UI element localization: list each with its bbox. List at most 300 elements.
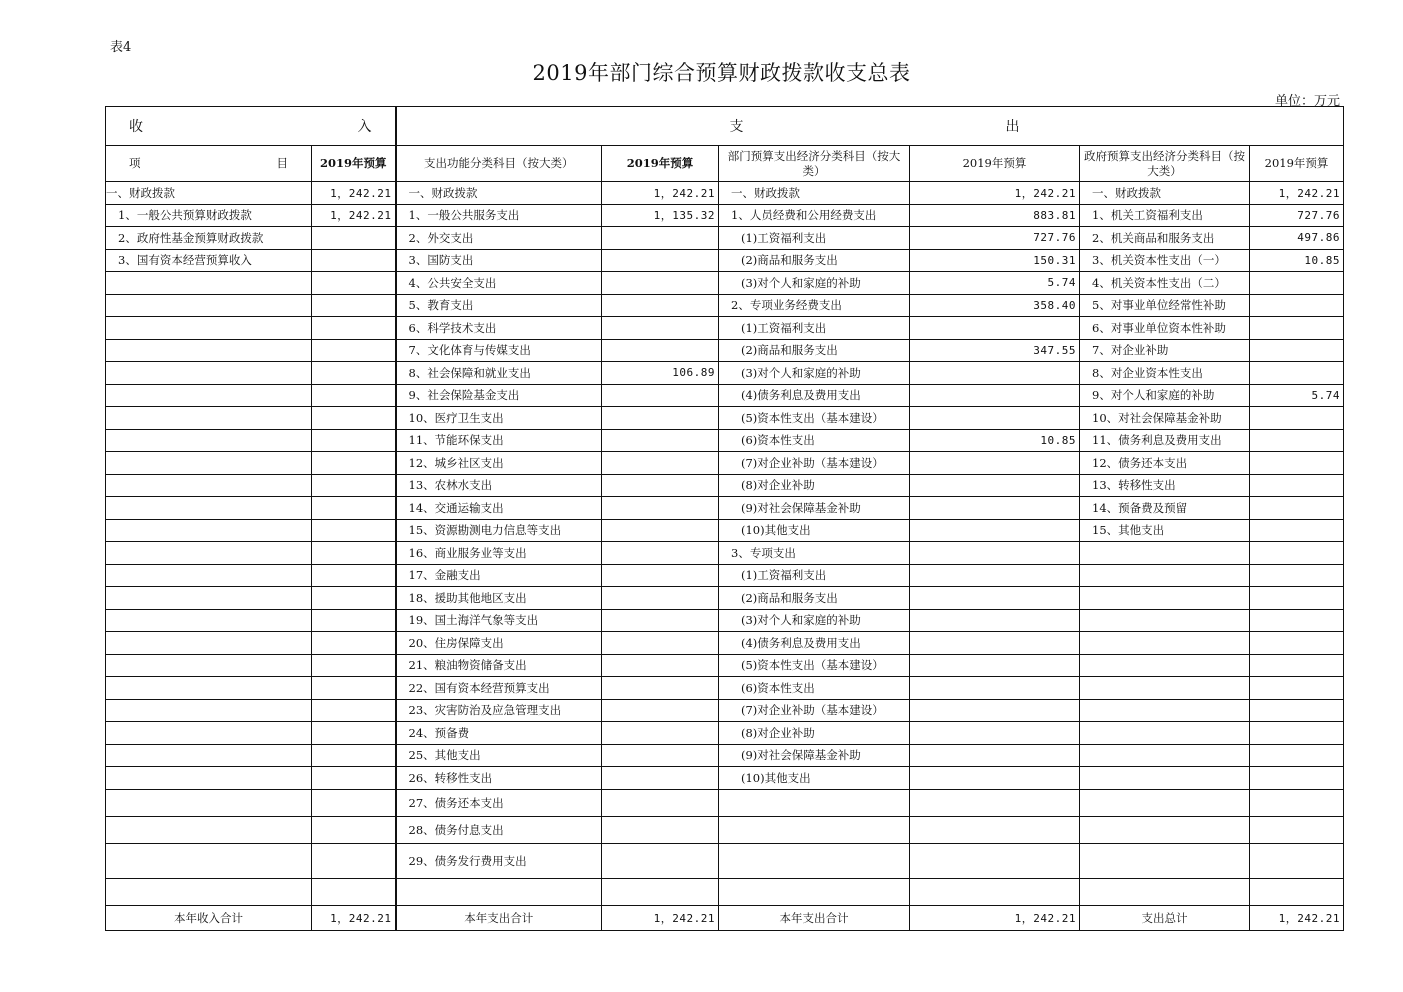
dept-econ-budget-cell bbox=[910, 744, 1080, 767]
func-item-cell: 6、科学技术支出 bbox=[396, 317, 602, 340]
func-item-cell: 13、农林水支出 bbox=[396, 474, 602, 497]
table-row bbox=[106, 789, 1344, 816]
expense-header-right: 出 bbox=[1005, 119, 1020, 135]
func-budget-cell bbox=[602, 339, 719, 362]
income-budget-cell bbox=[312, 564, 396, 587]
col-header-gov-budget: 2019年预算 bbox=[1250, 146, 1344, 182]
dept-econ-item-cell: (7)对企业补助（基本建设） bbox=[719, 452, 910, 475]
table-row bbox=[106, 699, 1344, 722]
func-item-cell: 19、国土海洋气象等支出 bbox=[396, 609, 602, 632]
income-item-cell bbox=[106, 609, 312, 632]
expense-header bbox=[396, 107, 1344, 146]
dept-econ-budget-cell bbox=[910, 609, 1080, 632]
gov-econ-budget-cell bbox=[1250, 767, 1344, 790]
income-item-cell bbox=[106, 744, 312, 767]
func-item-cell: 5、教育支出 bbox=[396, 294, 602, 317]
gov-econ-budget-cell: 5.74 bbox=[1250, 384, 1344, 407]
income-budget-cell bbox=[312, 249, 396, 272]
dept-econ-budget-cell: 150.31 bbox=[910, 249, 1080, 272]
func-item-cell: 28、债务付息支出 bbox=[396, 816, 602, 843]
gov-econ-item-cell bbox=[1080, 843, 1250, 878]
func-item-cell: 29、债务发行费用支出 bbox=[396, 843, 602, 878]
budget-summary-table bbox=[105, 106, 1344, 931]
func-budget-cell bbox=[602, 878, 719, 905]
table-row bbox=[106, 677, 1344, 700]
income-header-right: 入 bbox=[357, 119, 372, 135]
func-budget-cell bbox=[602, 227, 719, 250]
table-row bbox=[106, 474, 1344, 497]
gov-econ-budget-cell bbox=[1250, 294, 1344, 317]
header-row-main bbox=[106, 107, 1344, 146]
income-budget-cell bbox=[312, 632, 396, 655]
dept-econ-item-cell: (3)对个人和家庭的补助 bbox=[719, 609, 910, 632]
func-budget-cell bbox=[602, 587, 719, 610]
table-row bbox=[106, 182, 1344, 205]
dept-econ-item-cell: (1)工资福利支出 bbox=[719, 227, 910, 250]
income-item-cell bbox=[106, 452, 312, 475]
func-budget-cell bbox=[602, 407, 719, 430]
func-budget-cell bbox=[602, 789, 719, 816]
func-item-cell: 一、财政拨款 bbox=[396, 182, 602, 205]
table-row bbox=[106, 249, 1344, 272]
col-header-dept-econ: 部门预算支出经济分类科目（按大类） bbox=[719, 146, 910, 182]
income-budget-cell bbox=[312, 878, 396, 905]
table-row bbox=[106, 407, 1344, 430]
income-item-cell bbox=[106, 767, 312, 790]
unit-label: 单位：万元 bbox=[1274, 94, 1340, 109]
gov-econ-item-cell bbox=[1080, 789, 1250, 816]
gov-econ-budget-cell bbox=[1250, 474, 1344, 497]
func-item-cell: 11、节能环保支出 bbox=[396, 429, 602, 452]
dept-econ-budget-cell bbox=[910, 767, 1080, 790]
gov-econ-item-cell bbox=[1080, 542, 1250, 565]
func-budget-cell bbox=[602, 843, 719, 878]
gov-econ-budget-cell bbox=[1250, 339, 1344, 362]
gov-econ-budget-cell bbox=[1250, 362, 1344, 385]
totals-row bbox=[106, 905, 1344, 930]
gov-econ-budget-cell bbox=[1250, 677, 1344, 700]
gov-econ-budget-total-cell: 1，242.21 bbox=[1250, 905, 1344, 930]
gov-econ-budget-cell bbox=[1250, 429, 1344, 452]
gov-econ-budget-cell bbox=[1250, 816, 1344, 843]
dept-econ-budget-cell: 358.40 bbox=[910, 294, 1080, 317]
dept-econ-budget-cell bbox=[910, 362, 1080, 385]
table-row bbox=[106, 564, 1344, 587]
dept-econ-item-cell: (9)对社会保障基金补助 bbox=[719, 744, 910, 767]
gov-econ-item-cell bbox=[1080, 744, 1250, 767]
gov-econ-item-cell bbox=[1080, 677, 1250, 700]
func-item-cell: 3、国防支出 bbox=[396, 249, 602, 272]
gov-econ-budget-cell bbox=[1250, 843, 1344, 878]
func-item-cell: 23、灾害防治及应急管理支出 bbox=[396, 699, 602, 722]
table-row bbox=[106, 654, 1344, 677]
gov-econ-budget-cell: 10.85 bbox=[1250, 249, 1344, 272]
income-item-total-cell: 本年收入合计 bbox=[106, 905, 312, 930]
dept-econ-item-cell: 3、专项支出 bbox=[719, 542, 910, 565]
dept-econ-budget-cell bbox=[910, 474, 1080, 497]
gov-econ-budget-cell bbox=[1250, 744, 1344, 767]
func-item-cell: 21、粮油物资储备支出 bbox=[396, 654, 602, 677]
income-budget-cell bbox=[312, 429, 396, 452]
income-budget-cell: 1，242.21 bbox=[312, 204, 396, 227]
func-budget-cell bbox=[602, 249, 719, 272]
func-item-cell: 24、预备费 bbox=[396, 722, 602, 745]
income-budget-cell bbox=[312, 744, 396, 767]
dept-econ-item-total-cell: 本年支出合计 bbox=[719, 905, 910, 930]
gov-econ-budget-cell bbox=[1250, 878, 1344, 905]
dept-econ-item-cell: (2)商品和服务支出 bbox=[719, 249, 910, 272]
gov-econ-item-cell bbox=[1080, 609, 1250, 632]
dept-econ-budget-cell bbox=[910, 699, 1080, 722]
table-row bbox=[106, 609, 1344, 632]
col-header-income-budget: 2019年预算 bbox=[312, 146, 396, 182]
func-budget-total-cell: 1，242.21 bbox=[602, 905, 719, 930]
income-item-cell bbox=[106, 699, 312, 722]
gov-econ-budget-cell: 727.76 bbox=[1250, 204, 1344, 227]
income-item-cell bbox=[106, 677, 312, 700]
income-item-cell bbox=[106, 519, 312, 542]
table-row bbox=[106, 722, 1344, 745]
income-budget-cell bbox=[312, 609, 396, 632]
table-row bbox=[106, 452, 1344, 475]
func-item-cell: 2、外交支出 bbox=[396, 227, 602, 250]
dept-econ-item-cell: (10)其他支出 bbox=[719, 519, 910, 542]
func-budget-cell bbox=[602, 564, 719, 587]
gov-econ-budget-cell bbox=[1250, 609, 1344, 632]
gov-econ-item-cell bbox=[1080, 699, 1250, 722]
table-row bbox=[106, 204, 1344, 227]
dept-econ-item-cell: 1、人员经费和公用经费支出 bbox=[719, 204, 910, 227]
income-budget-cell bbox=[312, 272, 396, 295]
gov-econ-item-cell bbox=[1080, 587, 1250, 610]
func-budget-cell bbox=[602, 699, 719, 722]
gov-econ-item-cell bbox=[1080, 632, 1250, 655]
income-item-cell: 1、一般公共预算财政拨款 bbox=[106, 204, 312, 227]
dept-econ-item-cell: 一、财政拨款 bbox=[719, 182, 910, 205]
dept-econ-budget-cell bbox=[910, 632, 1080, 655]
dept-econ-budget-cell: 1，242.21 bbox=[910, 182, 1080, 205]
table-row bbox=[106, 429, 1344, 452]
income-budget-cell: 1，242.21 bbox=[312, 182, 396, 205]
col-header-func-budget: 2019年预算 bbox=[602, 146, 719, 182]
table-row bbox=[106, 272, 1344, 295]
dept-econ-item-cell: (10)其他支出 bbox=[719, 767, 910, 790]
dept-econ-item-cell: (5)资本性支出（基本建设） bbox=[719, 407, 910, 430]
income-budget-cell bbox=[312, 452, 396, 475]
gov-econ-item-cell: 14、预备费及预留 bbox=[1080, 497, 1250, 520]
func-item-cell: 25、其他支出 bbox=[396, 744, 602, 767]
gov-econ-item-cell: 2、机关商品和服务支出 bbox=[1080, 227, 1250, 250]
func-budget-cell bbox=[602, 294, 719, 317]
dept-econ-item-cell: (3)对个人和家庭的补助 bbox=[719, 362, 910, 385]
income-item-cell bbox=[106, 878, 312, 905]
gov-econ-item-total-cell: 支出总计 bbox=[1080, 905, 1250, 930]
func-budget-cell bbox=[602, 542, 719, 565]
dept-econ-budget-cell bbox=[910, 407, 1080, 430]
col-header-dept-budget: 2019年预算 bbox=[910, 146, 1080, 182]
func-budget-cell bbox=[602, 474, 719, 497]
gov-econ-item-cell bbox=[1080, 767, 1250, 790]
income-item-cell bbox=[106, 429, 312, 452]
gov-econ-budget-cell bbox=[1250, 699, 1344, 722]
gov-econ-budget-cell bbox=[1250, 587, 1344, 610]
func-item-cell: 27、债务还本支出 bbox=[396, 789, 602, 816]
gov-econ-budget-cell bbox=[1250, 789, 1344, 816]
income-budget-cell bbox=[312, 677, 396, 700]
income-budget-cell bbox=[312, 407, 396, 430]
gov-econ-item-cell bbox=[1080, 878, 1250, 905]
func-item-cell: 12、城乡社区支出 bbox=[396, 452, 602, 475]
gov-econ-budget-cell: 1，242.21 bbox=[1250, 182, 1344, 205]
func-budget-cell bbox=[602, 767, 719, 790]
dept-econ-item-cell: (9)对社会保障基金补助 bbox=[719, 497, 910, 520]
func-item-cell: 10、医疗卫生支出 bbox=[396, 407, 602, 430]
gov-econ-item-cell: 1、机关工资福利支出 bbox=[1080, 204, 1250, 227]
dept-econ-budget-cell bbox=[910, 654, 1080, 677]
income-budget-cell bbox=[312, 767, 396, 790]
col-header-gov-econ: 政府预算支出经济分类科目（按大类） bbox=[1080, 146, 1250, 182]
dept-econ-budget-cell bbox=[910, 878, 1080, 905]
table-row bbox=[106, 339, 1344, 362]
gov-econ-item-cell bbox=[1080, 654, 1250, 677]
func-item-cell: 22、国有资本经营预算支出 bbox=[396, 677, 602, 700]
gov-econ-item-cell: 12、债务还本支出 bbox=[1080, 452, 1250, 475]
table-row bbox=[106, 519, 1344, 542]
table-row bbox=[106, 542, 1344, 565]
table-row bbox=[106, 843, 1344, 878]
col-header-functional: 支出功能分类科目（按大类） bbox=[396, 146, 602, 182]
func-item-cell: 7、文化体育与传媒支出 bbox=[396, 339, 602, 362]
dept-econ-budget-cell: 347.55 bbox=[910, 339, 1080, 362]
income-item-cell bbox=[106, 272, 312, 295]
income-item-cell bbox=[106, 632, 312, 655]
income-item-cell bbox=[106, 789, 312, 816]
func-item-cell: 8、社会保障和就业支出 bbox=[396, 362, 602, 385]
income-budget-cell bbox=[312, 654, 396, 677]
income-item-cell bbox=[106, 654, 312, 677]
func-budget-cell: 106.89 bbox=[602, 362, 719, 385]
dept-econ-item-cell: 2、专项业务经费支出 bbox=[719, 294, 910, 317]
income-budget-cell bbox=[312, 699, 396, 722]
col-header-item-right: 目 bbox=[276, 156, 288, 170]
income-header-left: 收 bbox=[129, 119, 143, 135]
income-budget-cell bbox=[312, 542, 396, 565]
table-row bbox=[106, 587, 1344, 610]
dept-econ-item-cell: (6)资本性支出 bbox=[719, 677, 910, 700]
gov-econ-budget-cell bbox=[1250, 497, 1344, 520]
table-row bbox=[106, 497, 1344, 520]
func-budget-cell bbox=[602, 429, 719, 452]
dept-econ-budget-cell bbox=[910, 816, 1080, 843]
header-row-columns bbox=[106, 146, 1344, 182]
gov-econ-budget-cell bbox=[1250, 654, 1344, 677]
func-item-cell: 17、金融支出 bbox=[396, 564, 602, 587]
income-item-cell bbox=[106, 542, 312, 565]
income-item-cell bbox=[106, 339, 312, 362]
income-item-cell bbox=[106, 317, 312, 340]
gov-econ-item-cell: 8、对企业资本性支出 bbox=[1080, 362, 1250, 385]
income-item-cell bbox=[106, 407, 312, 430]
func-budget-cell bbox=[602, 744, 719, 767]
income-item-cell: 3、国有资本经营预算收入 bbox=[106, 249, 312, 272]
income-budget-cell bbox=[312, 474, 396, 497]
gov-econ-item-cell: 13、转移性支出 bbox=[1080, 474, 1250, 497]
income-item-cell bbox=[106, 843, 312, 878]
gov-econ-item-cell: 3、机关资本性支出（一） bbox=[1080, 249, 1250, 272]
func-budget-cell bbox=[602, 609, 719, 632]
income-item-cell bbox=[106, 816, 312, 843]
func-item-cell: 26、转移性支出 bbox=[396, 767, 602, 790]
dept-econ-budget-cell: 5.74 bbox=[910, 272, 1080, 295]
dept-econ-item-cell bbox=[719, 843, 910, 878]
func-item-cell: 14、交通运输支出 bbox=[396, 497, 602, 520]
func-item-cell: 16、商业服务业等支出 bbox=[396, 542, 602, 565]
dept-econ-budget-cell: 883.81 bbox=[910, 204, 1080, 227]
income-item-cell bbox=[106, 384, 312, 407]
dept-econ-item-cell: (1)工资福利支出 bbox=[719, 564, 910, 587]
gov-econ-item-cell: 7、对企业补助 bbox=[1080, 339, 1250, 362]
income-budget-cell bbox=[312, 519, 396, 542]
func-budget-cell bbox=[602, 452, 719, 475]
func-budget-cell bbox=[602, 384, 719, 407]
income-header bbox=[106, 107, 396, 146]
dept-econ-item-cell: (8)对企业补助 bbox=[719, 474, 910, 497]
gov-econ-budget-cell bbox=[1250, 407, 1344, 430]
dept-econ-item-cell: (5)资本性支出（基本建设） bbox=[719, 654, 910, 677]
gov-econ-item-cell: 15、其他支出 bbox=[1080, 519, 1250, 542]
dept-econ-item-cell bbox=[719, 789, 910, 816]
dept-econ-budget-cell: 727.76 bbox=[910, 227, 1080, 250]
table-row bbox=[106, 632, 1344, 655]
dept-econ-item-cell: (6)资本性支出 bbox=[719, 429, 910, 452]
table-row bbox=[106, 767, 1344, 790]
func-item-cell bbox=[396, 878, 602, 905]
gov-econ-item-cell: 10、对社会保障基金补助 bbox=[1080, 407, 1250, 430]
dept-econ-budget-cell bbox=[910, 384, 1080, 407]
func-item-cell: 9、社会保险基金支出 bbox=[396, 384, 602, 407]
table-row bbox=[106, 227, 1344, 250]
table-row bbox=[106, 362, 1344, 385]
income-item-cell bbox=[106, 474, 312, 497]
dept-econ-budget-cell bbox=[910, 677, 1080, 700]
func-budget-cell: 1，135.32 bbox=[602, 204, 719, 227]
gov-econ-budget-cell bbox=[1250, 452, 1344, 475]
document-title: 2019年部门综合预算财政拨款收支总表 bbox=[532, 61, 911, 85]
income-budget-cell bbox=[312, 339, 396, 362]
dept-econ-budget-cell bbox=[910, 317, 1080, 340]
func-item-total-cell: 本年支出合计 bbox=[396, 905, 602, 930]
gov-econ-item-cell bbox=[1080, 816, 1250, 843]
gov-econ-item-cell: 一、财政拨款 bbox=[1080, 182, 1250, 205]
gov-econ-budget-cell: 497.86 bbox=[1250, 227, 1344, 250]
dept-econ-item-cell: (1)工资福利支出 bbox=[719, 317, 910, 340]
dept-econ-item-cell: (7)对企业补助（基本建设） bbox=[719, 699, 910, 722]
func-budget-cell bbox=[602, 632, 719, 655]
gov-econ-item-cell: 6、对事业单位资本性补助 bbox=[1080, 317, 1250, 340]
dept-econ-item-cell: (2)商品和服务支出 bbox=[719, 587, 910, 610]
func-budget-cell bbox=[602, 317, 719, 340]
gov-econ-budget-cell bbox=[1250, 317, 1344, 340]
dept-econ-item-cell: (2)商品和服务支出 bbox=[719, 339, 910, 362]
income-item-cell bbox=[106, 362, 312, 385]
gov-econ-budget-cell bbox=[1250, 272, 1344, 295]
gov-econ-budget-cell bbox=[1250, 519, 1344, 542]
func-budget-cell bbox=[602, 816, 719, 843]
dept-econ-budget-total-cell: 1，242.21 bbox=[910, 905, 1080, 930]
table-row bbox=[106, 878, 1344, 905]
dept-econ-budget-cell bbox=[910, 519, 1080, 542]
gov-econ-item-cell: 9、对个人和家庭的补助 bbox=[1080, 384, 1250, 407]
gov-econ-item-cell: 4、机关资本性支出（二） bbox=[1080, 272, 1250, 295]
dept-econ-item-cell: (4)债务利息及费用支出 bbox=[719, 632, 910, 655]
income-item-cell bbox=[106, 722, 312, 745]
income-item-cell bbox=[106, 587, 312, 610]
dept-econ-budget-cell bbox=[910, 452, 1080, 475]
income-item-cell: 2、政府性基金预算财政拨款 bbox=[106, 227, 312, 250]
dept-econ-item-cell bbox=[719, 816, 910, 843]
income-budget-cell bbox=[312, 497, 396, 520]
dept-econ-budget-cell bbox=[910, 722, 1080, 745]
table-row bbox=[106, 317, 1344, 340]
income-budget-cell bbox=[312, 587, 396, 610]
func-budget-cell bbox=[602, 677, 719, 700]
gov-econ-item-cell: 5、对事业单位经常性补助 bbox=[1080, 294, 1250, 317]
func-item-cell: 18、援助其他地区支出 bbox=[396, 587, 602, 610]
dept-econ-budget-cell bbox=[910, 542, 1080, 565]
func-item-cell: 20、住房保障支出 bbox=[396, 632, 602, 655]
dept-econ-item-cell: (4)债务利息及费用支出 bbox=[719, 384, 910, 407]
func-budget-cell bbox=[602, 519, 719, 542]
func-budget-cell bbox=[602, 272, 719, 295]
income-budget-total-cell: 1，242.21 bbox=[312, 905, 396, 930]
table-row bbox=[106, 294, 1344, 317]
income-budget-cell bbox=[312, 384, 396, 407]
income-item-cell bbox=[106, 564, 312, 587]
func-item-cell: 15、资源勘测电力信息等支出 bbox=[396, 519, 602, 542]
income-budget-cell bbox=[312, 816, 396, 843]
dept-econ-budget-cell bbox=[910, 789, 1080, 816]
income-budget-cell bbox=[312, 843, 396, 878]
func-budget-cell bbox=[602, 654, 719, 677]
income-item-cell: 一、财政拨款 bbox=[106, 182, 312, 205]
dept-econ-budget-cell bbox=[910, 497, 1080, 520]
table-row bbox=[106, 744, 1344, 767]
func-item-cell: 4、公共安全支出 bbox=[396, 272, 602, 295]
income-item-cell bbox=[106, 497, 312, 520]
dept-econ-item-cell: (8)对企业补助 bbox=[719, 722, 910, 745]
gov-econ-item-cell: 11、债务利息及费用支出 bbox=[1080, 429, 1250, 452]
table-row bbox=[106, 384, 1344, 407]
gov-econ-budget-cell bbox=[1250, 722, 1344, 745]
func-budget-cell bbox=[602, 497, 719, 520]
dept-econ-budget-cell: 10.85 bbox=[910, 429, 1080, 452]
income-budget-cell bbox=[312, 317, 396, 340]
func-item-cell: 1、一般公共服务支出 bbox=[396, 204, 602, 227]
func-budget-cell: 1，242.21 bbox=[602, 182, 719, 205]
income-budget-cell bbox=[312, 294, 396, 317]
dept-econ-budget-cell bbox=[910, 564, 1080, 587]
gov-econ-budget-cell bbox=[1250, 542, 1344, 565]
income-budget-cell bbox=[312, 362, 396, 385]
dept-econ-budget-cell bbox=[910, 843, 1080, 878]
func-budget-cell bbox=[602, 722, 719, 745]
gov-econ-item-cell bbox=[1080, 722, 1250, 745]
gov-econ-budget-cell bbox=[1250, 632, 1344, 655]
col-header-item-left: 项 bbox=[129, 156, 141, 170]
dept-econ-budget-cell bbox=[910, 587, 1080, 610]
gov-econ-budget-cell bbox=[1250, 564, 1344, 587]
income-item-cell bbox=[106, 294, 312, 317]
